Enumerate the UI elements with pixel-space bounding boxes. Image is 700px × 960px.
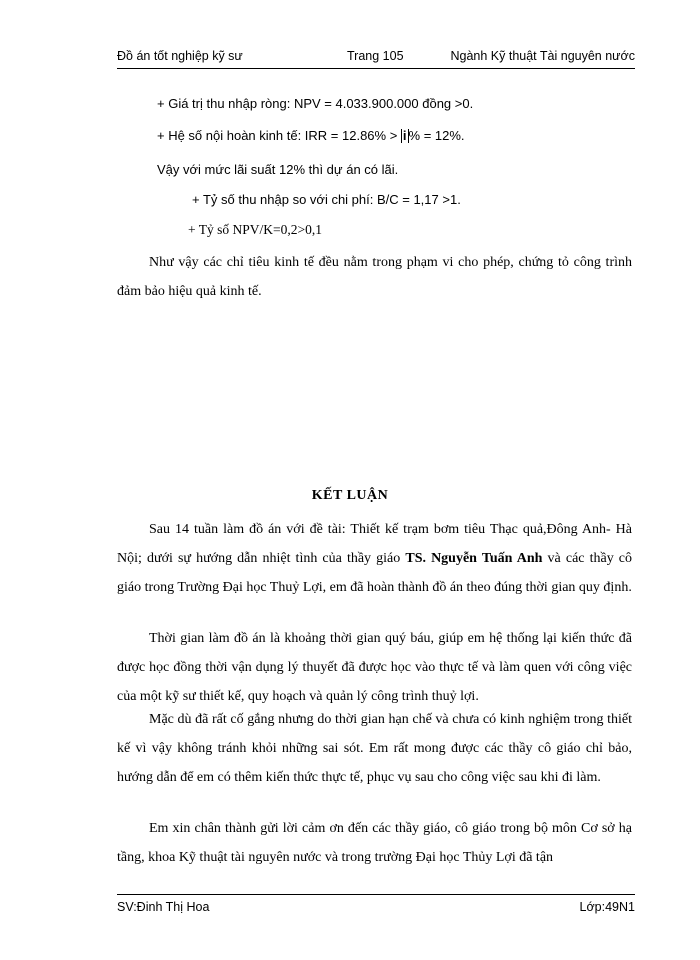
conclusion-p3-text: Mặc dù đã rất cố gắng nhưng do thời gian hạn chế và chưa có kinh nghiệm trong thiết kế vì vậy không tránh khỏi những sai sót. Em rất mong được các thầy cô giáo chỉ bảo, hướng dẫn để em có thêm kiến thức thực tế, phục vụ sau cho công việc sau khi đi làm. bbox=[117, 712, 632, 785]
header-divider bbox=[117, 68, 635, 69]
irr-line bbox=[157, 128, 465, 143]
page-header bbox=[117, 46, 635, 66]
irr-text: + Hệ số nội hoàn kinh tế: IRR = 12.86% > bbox=[157, 128, 401, 143]
bc-ratio-line: + Tỷ số thu nhập so với chi phí: B/C = 1,17 >1. bbox=[192, 192, 461, 207]
footer-divider bbox=[117, 894, 635, 895]
conclusion-title: KẾT LUẬN bbox=[311, 488, 389, 503]
npv-k-line: + Tỷ số NPV/K=0,2>0,1 bbox=[188, 222, 322, 237]
conclusion-paragraph-2 bbox=[117, 624, 632, 711]
conclusion-p2-text: Thời gian làm đồ án là khoảng thời gian quý báu, giúp em hệ thống lại kiến thức đã được học đồng thời vận dụng lý thuyết đã được học vào thực tế và làm quen với công việc của một kỹ sư thiết kế, quy hoạch và quản lý công trình thuỷ lợi. bbox=[117, 631, 632, 704]
header-project-label: Đồ án tốt nghiệp kỹ sư bbox=[117, 49, 243, 63]
header-page-number: Trang 105 bbox=[347, 49, 404, 63]
header-major-label: Ngành Kỹ thuật Tài nguyên nước bbox=[450, 49, 635, 63]
economic-summary-paragraph bbox=[117, 248, 632, 306]
irr-rate-text: % = 12%. bbox=[408, 128, 465, 143]
profit-conclusion-line: Vậy với mức lãi suất 12% thì dự án có lãi. bbox=[157, 162, 399, 177]
npv-line: + Giá trị thu nhập ròng: NPV = 4.033.900.000 đồng >0. bbox=[157, 96, 474, 111]
conclusion-p1-text-end: và các thầy cô giáo trong Trường Đại học Thuỷ Lợi, em đã hoàn thành đồ án theo đúng thời gian quy định. bbox=[117, 551, 632, 595]
conclusion-p1-text: Sau 14 tuần làm đồ án với đề tài: Thiết kế trạm bơm tiêu Thạc quả,Đông Anh- Hà Nội; dưới sự hướng dẫn nhiệt tình của thầy giáo bbox=[117, 522, 632, 566]
footer-student-name: SV:Đinh Thị Hoa bbox=[117, 900, 210, 914]
conclusion-paragraph-3 bbox=[117, 705, 632, 792]
advisor-name: TS. Nguyễn Tuấn Anh bbox=[405, 551, 543, 566]
conclusion-paragraph-1 bbox=[117, 515, 632, 602]
footer-class-label: Lớp:49N1 bbox=[579, 900, 635, 914]
page-footer bbox=[117, 898, 635, 918]
irr-discount-symbol: i bbox=[402, 128, 407, 143]
conclusion-p4-text: Em xin chân thành gửi lời cảm ơn đến các thầy giáo, cô giáo trong bộ môn Cơ sở hạ tầng, khoa Kỹ thuật tài nguyên nước và trong trường Đại học Thủy Lợi đã tận bbox=[117, 821, 632, 865]
economic-summary-text: Như vậy các chỉ tiêu kinh tế đều nằm trong phạm vi cho phép, chứng tỏ công trình đảm bảo hiệu quả kinh tế. bbox=[117, 255, 632, 299]
conclusion-paragraph-4 bbox=[117, 814, 632, 872]
